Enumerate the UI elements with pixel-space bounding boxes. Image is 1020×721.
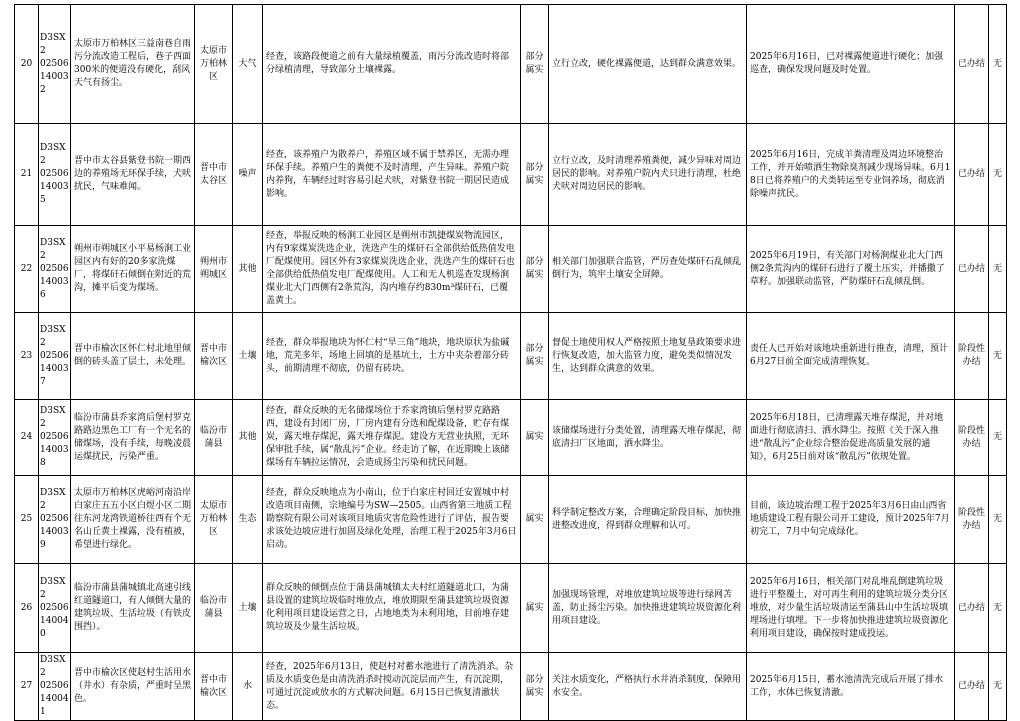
rectification-measures: 加强现场管理，对堆放建筑垃圾等进行绿网苫盖，防止扬尘污染。加快推进建筑垃圾资源化利用项目建设。 <box>549 564 747 653</box>
investigation-finding: 群众反映的倾倒点位于蒲县蒲城镇太夫村红道隧道北口，为蒲县设置的建筑垃圾临时堆放点，堆放期限至蒲县建筑垃圾资源化利用项目建设运营之日，占地地类为未利用地，目前堆存建筑垃圾及少量生活垃圾。 <box>263 564 521 653</box>
case-code-part: 8 <box>40 458 46 468</box>
rectification-progress: 2025年6月16日，相关部门对乱堆乱倒建筑垃圾进行平整覆土，对可再生利用的建筑垃圾分类分区堆放，对少量生活垃圾清运至蒲县山中生活垃圾填埋场进行填埋。下一步将加快推进建筑垃圾资源化利用项目建设，确保按时建成投运。 <box>747 564 955 653</box>
completion-status: 已办结 <box>955 653 989 721</box>
case-code-part: 02506 <box>40 169 69 179</box>
case-code-part: D3SX2 <box>40 488 66 511</box>
investigation-finding: 经查，群众反映地点为小南山，位于白家庄村回迁安置城中村改造项目南侧，宗地编号为SW—2505。山西省第三地质工程勘察院有限公司对该项目地质灾害危险性进行了评估，报告要求该处边坡应进行加固及绿化处理，治理工程于2025年3月6日启动。 <box>263 476 521 564</box>
case-code-part: 14003 <box>40 445 69 455</box>
complaint-table <box>14 4 1007 721</box>
case-code-part: D3SX2 <box>40 406 66 429</box>
rectification-progress: 责任人已开始对该地块重新进行推查，清理，预计6月27日前全面完成清理恢复。 <box>747 313 955 400</box>
case-code <box>39 400 71 476</box>
accountability-note: 无 <box>989 653 1007 721</box>
investigation-finding: 经查，该养殖户为散养户，养殖区域不属于禁养区，无需办理环保手续。养殖户生的粪便不及时清理，产生异味。养殖户院内养狗，车辆经过时容易引起犬吠，对紫登书院一期居民造成影响。 <box>263 124 521 226</box>
complaint-description: 晋中市榆次区使赵村生活用水（井水）有杂质，严重时呈黑色。 <box>71 653 195 721</box>
rectification-progress: 2025年6月19日，有关部门对杨涧煤业北大门西侧2条荒沟内的煤矸石进行了覆土压实，并播撒了草籽。加强联动监管，严防煤矸石乱倾乱倒。 <box>747 226 955 313</box>
verification-result: 属实 <box>521 400 549 476</box>
verification-result: 部分属实 <box>521 226 549 313</box>
pollution-type: 其他 <box>233 226 263 313</box>
complaint-description: 临汾市蒲县乔家湾后堡村罗克路路边黑色工厂有一个无名的储煤场，没有手续，每晚凌晨运煤扰民，污染严重。 <box>71 400 195 476</box>
case-code-part: 9 <box>40 540 46 550</box>
case-code-part: 14003 <box>40 527 69 537</box>
completion-status: 已办结 <box>955 124 989 226</box>
pollution-type: 噪声 <box>233 124 263 226</box>
pollution-type: 其他 <box>233 400 263 476</box>
accountability-note: 无 <box>989 400 1007 476</box>
pollution-type: 水 <box>233 653 263 721</box>
pollution-type: 生态 <box>233 476 263 564</box>
case-code-part: D3SX2 <box>40 237 66 261</box>
row-number: 23 <box>15 313 39 400</box>
case-code-part: 7 <box>40 376 46 387</box>
case-code-part: 14003 <box>40 182 69 192</box>
case-code-part: 02506 <box>40 432 69 442</box>
case-code-part: 2 <box>40 84 46 95</box>
rectification-measures: 相关部门加强联合监管，严厉查处煤矸石乱倾乱倒行为，筑牢土壤安全屏障。 <box>549 226 747 313</box>
rectification-progress: 2025年6月16日，已对裸露便道进行硬化；加强巡查，确保发现问题及时处置。 <box>747 5 955 124</box>
case-code-part: 14003 <box>40 71 69 82</box>
verification-result: 属实 <box>521 476 549 564</box>
case-code <box>39 653 71 721</box>
accountability-note: 无 <box>989 313 1007 400</box>
completion-status: 已办结 <box>955 5 989 124</box>
row-number: 24 <box>15 400 39 476</box>
verification-result: 部分属实 <box>521 5 549 124</box>
completion-status: 阶段性办结 <box>955 313 989 400</box>
rectification-measures: 督促土地使用权人严格按照土地复垦政策要求进行恢复改造，加大监管力度，避免类似情况发生，达到群众满意的效果。 <box>549 313 747 400</box>
table-row <box>15 400 1007 476</box>
table-row <box>15 653 1007 721</box>
investigation-finding: 经查，2025年6月13日，使赵村对蓄水池进行了清洗消杀。杂质及水质变色是由清洗消杀时搅动沉淀层而产生，有沉淀期，可通过沉淀或放水的方式解决问题。6月15日已恢复清澈状态。 <box>263 653 521 721</box>
case-code <box>39 564 71 653</box>
case-code-part: D3SX2 <box>40 655 66 678</box>
row-number: 26 <box>15 564 39 653</box>
case-code-part: 02506 <box>40 602 69 613</box>
pollution-type: 土壤 <box>233 564 263 653</box>
verification-result: 部分属实 <box>521 124 549 226</box>
case-code-part: 5 <box>40 195 46 205</box>
case-code-part: 02506 <box>40 514 69 524</box>
complaint-description: 朔州市朔城区小平易杨涧工业园区内有好的20多家洗煤厂，将煤矸石倾倒在附近的荒沟，摊平后变为煤场。 <box>71 226 195 313</box>
case-code <box>39 226 71 313</box>
accountability-note: 无 <box>989 5 1007 124</box>
completion-status: 阶段性办结 <box>955 476 989 564</box>
investigation-finding: 经查，举报反映的杨涧工业园区是朔州市凯捷煤炭物流园区，内有9家煤炭洗选企业，洗选产生的煤矸石全部供给低热值发电厂配煤使用。园区外有3家煤炭洗选企业，洗选产生的煤矸石也全部供给低热值发电厂配煤使用。人工和无人机巡查发现杨涧煤业北大门西侧有2条荒沟，沟内堆存约830m³煤矸石，已覆盖黄土。 <box>263 226 521 313</box>
complaint-description: 晋中市榆次区怀仁村北地里倾倒的砖头盖了层土，未处理。 <box>71 313 195 400</box>
rectification-progress: 目前，该边坡治理工程于2025年3月6日由山西省地质建设工程有限公司开工建设，预计2025年7月初完工，7月中旬完成绿化。 <box>747 476 955 564</box>
verification-result: 部分属实 <box>521 313 549 400</box>
case-code-part: 02506 <box>40 263 69 274</box>
table-body <box>15 5 1007 721</box>
rectification-progress: 2025年6月18日，已清理露天堆存煤泥，并对地面进行彻底清扫、洒水降尘。按照《关于深入推进“散乱污”企业综合整治促进高质量发展的通知》，6月25日前对该“散乱污”依规处置。 <box>747 400 955 476</box>
admin-area: 临汾市蒲县 <box>195 564 233 653</box>
admin-area: 晋中市榆次区 <box>195 313 233 400</box>
case-code-part: 02506 <box>40 350 69 361</box>
admin-area: 朔州市朔城区 <box>195 226 233 313</box>
admin-area: 晋中市太谷区 <box>195 124 233 226</box>
table-row <box>15 5 1007 124</box>
admin-area: 晋中市榆次区 <box>195 653 233 721</box>
investigation-finding: 经查，群众举报地块为怀仁村“旱三角”地块，地块原状为盐碱地，荒芜多年，场地上回填的是基坑土，土方中夹杂着部分砖头，前期清理不彻底，仍留有砖块。 <box>263 313 521 400</box>
case-code <box>39 124 71 226</box>
row-number: 21 <box>15 124 39 226</box>
rectification-measures: 关注水质变化，严格执行水井消杀制度，保障用水安全。 <box>549 653 747 721</box>
pollution-type: 土壤 <box>233 313 263 400</box>
case-code-part: D3SX2 <box>40 32 66 56</box>
verification-result: 部分属实 <box>521 653 549 721</box>
case-code-part: 14003 <box>40 276 69 287</box>
row-number: 25 <box>15 476 39 564</box>
case-code-part: D3SX2 <box>40 576 66 600</box>
case-code-part: 14004 <box>40 694 69 704</box>
investigation-finding: 经查，群众反映的无名储煤场位于乔家湾镇后堡村罗克路路西，建设有封闭厂房，厂房内建有分选和配煤设备，贮存有煤炭，露天堆存煤泥，露天堆存煤泥。建设方无营业执照，无环保审批手续，属“散乱污”企业。经走访了解，在近期晚上该储煤场有车辆拉运情况，会造成扬尘污染和扰民问题。 <box>263 400 521 476</box>
row-number: 20 <box>15 5 39 124</box>
complaint-description: 太原市万柏林区三益南巷自雨污分流改造工程后，巷子西面300米的便道没有硬化，刮风天气有扬尘。 <box>71 5 195 124</box>
investigation-finding: 经查，该路段便道之前有大量绿植覆盖，雨污分流改造时将部分绿植清理，导致部分土壤裸露。 <box>263 5 521 124</box>
complaint-description: 晋中市太谷县紫登书院一期西边的养殖场无环保手续，犬吠扰民，气味难闻。 <box>71 124 195 226</box>
rectification-measures: 立行立改，及时清理养殖粪便，减少异味对周边居民的影响。对养殖户院内犬只进行清理，杜绝犬吠对周边居民的影响。 <box>549 124 747 226</box>
admin-area: 临汾市蒲县 <box>195 400 233 476</box>
rectification-measures: 该储煤场进行分类处置，清理露天堆存煤泥，彻底清扫厂区地面，洒水降尘。 <box>549 400 747 476</box>
completion-status: 已办结 <box>955 564 989 653</box>
accountability-note: 无 <box>989 564 1007 653</box>
case-code <box>39 5 71 124</box>
table-row <box>15 226 1007 313</box>
admin-area: 太原市万柏林区 <box>195 5 233 124</box>
verification-result: 属实 <box>521 564 549 653</box>
table-row <box>15 476 1007 564</box>
case-code-part: 0 <box>40 628 46 639</box>
accountability-note: 无 <box>989 476 1007 564</box>
case-code-part: 1 <box>40 707 46 717</box>
case-code <box>39 313 71 400</box>
rectification-progress: 2025年6月16日，完成羊粪清理及周边环境整治工作，并开始喷洒生物除臭剂减少现场异味。6月18日已将养殖户的犬类转运至专业饲养场，彻底消除噪声扰民。 <box>747 124 955 226</box>
case-code-part: 02506 <box>40 58 69 69</box>
rectification-measures: 科学制定整改方案，合理确定阶段目标，加快推进整改进度，得到群众理解和认可。 <box>549 476 747 564</box>
case-code-part: 14003 <box>40 363 69 374</box>
case-code <box>39 476 71 564</box>
case-code-part: D3SX2 <box>40 324 66 348</box>
pollution-type: 大气 <box>233 5 263 124</box>
complaint-description: 太原市万柏林区虎峪河南沿岸白家庄五五小区白煜小区二期往东河龙湾铁道桥往西有个无名山丘黄土裸露，没有植被，希望进行绿化。 <box>71 476 195 564</box>
rectification-measures: 立行立改，硬化裸露便道，达到群众满意效果。 <box>549 5 747 124</box>
row-number: 22 <box>15 226 39 313</box>
rectification-progress: 2025年6月15日，蓄水池清洗完成后开展了排水工作，水体已恢复清澈。 <box>747 653 955 721</box>
accountability-note: 无 <box>989 124 1007 226</box>
table-row <box>15 564 1007 653</box>
row-number: 27 <box>15 653 39 721</box>
accountability-note: 无 <box>989 226 1007 313</box>
case-code-part: 14004 <box>40 615 69 626</box>
case-code-part: 6 <box>40 289 46 300</box>
completion-status: 阶段性办结 <box>955 400 989 476</box>
completion-status: 已办结 <box>955 226 989 313</box>
admin-area: 太原市万柏林区 <box>195 476 233 564</box>
table-row <box>15 124 1007 226</box>
complaint-description: 临汾市蒲县蒲城镇北高速引线红道隧道口，有人倾倒大量的建筑垃圾、生活垃圾（有铁皮围挡）。 <box>71 564 195 653</box>
table-row <box>15 313 1007 400</box>
case-code-part: 02506 <box>40 681 69 691</box>
case-code-part: D3SX2 <box>40 143 66 166</box>
